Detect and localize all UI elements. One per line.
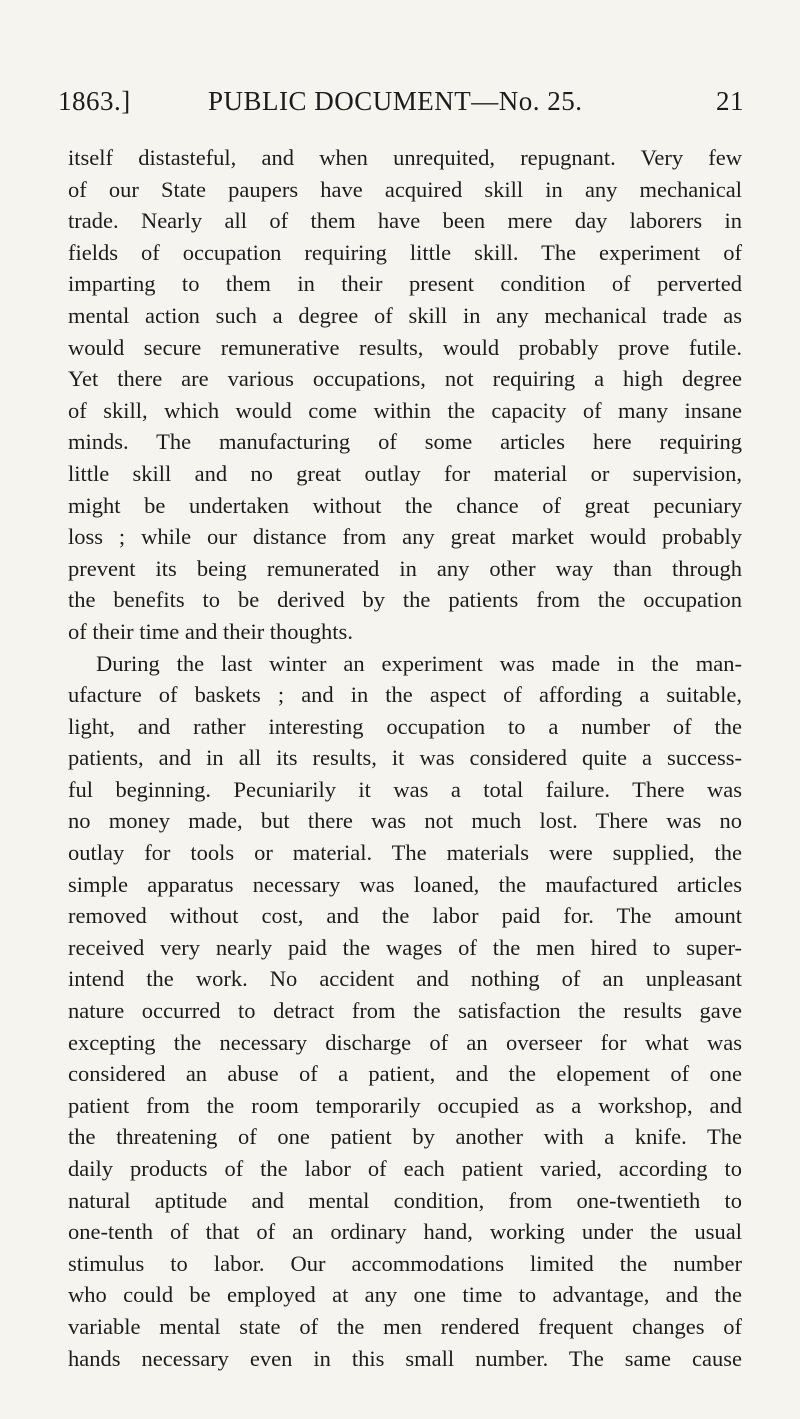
text-line: patients, and in all its results, it was considered quite a success- xyxy=(68,745,742,771)
text-line: Yet there are various occupations, not requiring a high degree xyxy=(68,366,742,392)
text-line: of our State paupers have acquired skill in any mechanical xyxy=(68,176,742,202)
text-line: of skill, which would come within the capacity of many insane xyxy=(68,397,742,423)
page-header xyxy=(58,86,744,126)
text-line: outlay for tools or material. The materials were supplied, the xyxy=(68,840,742,866)
header-year: 1863.] xyxy=(58,86,131,116)
text-line: considered an abuse of a patient, and the elopement of one xyxy=(68,1061,742,1087)
text-line: natural aptitude and mental condition, from one-twentieth to xyxy=(68,1187,742,1213)
text-line: ful beginning. Pecuniarily it was a total failure. There was xyxy=(68,776,742,802)
text-line: loss ; while our distance from any great market would probably xyxy=(68,524,742,550)
text-line: of their time and their thoughts. xyxy=(68,618,353,644)
text-line: one-tenth of that of an ordinary hand, working under the usual xyxy=(68,1219,742,1245)
text-line: little skill and no great outlay for material or supervision, xyxy=(68,460,742,486)
text-line: the threatening of one patient by another with a knife. The xyxy=(68,1124,742,1150)
text-line: itself distasteful, and when unrequited, repugnant. Very few xyxy=(68,145,742,170)
text-line: might be undertaken without the chance of great pecuniary xyxy=(68,492,742,518)
header-title: PUBLIC DOCUMENT—No. 25. xyxy=(208,86,583,116)
text-line: the benefits to be derived by the patients from the occupation xyxy=(68,587,742,613)
text-line: light, and rather interesting occupation to a number of the xyxy=(68,713,742,739)
text-line: nature occurred to detract from the satisfaction the results gave xyxy=(68,998,742,1024)
text-line: prevent its being remunerated in any other way than through xyxy=(68,555,742,581)
text-line: would secure remunerative results, would probably prove futile. xyxy=(68,334,742,360)
text-line: removed without cost, and the labor paid for. The amount xyxy=(68,903,742,929)
text-line: hands necessary even in this small number. The same cause xyxy=(68,1345,742,1371)
text-line: trade. Nearly all of them have been mere day laborers in xyxy=(68,208,742,234)
text-line: stimulus to labor. Our accommodations limited the number xyxy=(68,1250,742,1276)
text-line: minds. The manufacturing of some articles here requiring xyxy=(68,429,742,455)
text-line: mental action such a degree of skill in any mechanical trade as xyxy=(68,302,742,328)
text-line: ufacture of baskets ; and in the aspect of affording a suitable, xyxy=(68,682,742,708)
text-line: excepting the necessary discharge of an overseer for what was xyxy=(68,1029,742,1055)
text-line: simple apparatus necessary was loaned, the maufactured articles xyxy=(68,871,742,897)
text-line: imparting to them in their present condition of perverted xyxy=(68,271,742,297)
text-line: patient from the room temporarily occupied as a workshop, and xyxy=(68,1092,742,1118)
body-text xyxy=(68,142,742,1374)
text-line: received very nearly paid the wages of the men hired to super- xyxy=(68,934,742,960)
text-line: who could be employed at any one time to advantage, and the xyxy=(68,1282,742,1308)
text-line: variable mental state of the men rendered frequent changes of xyxy=(68,1313,742,1339)
text-line: no money made, but there was not much lost. There was no xyxy=(68,808,742,834)
text-line: fields of occupation requiring little skill. The experiment of xyxy=(68,239,742,265)
paragraph-start-line: During the last winter an experiment was made in the man- xyxy=(96,650,742,676)
header-page-number: 21 xyxy=(716,86,744,116)
text-line: daily products of the labor of each patient varied, according to xyxy=(68,1156,742,1181)
text-line: intend the work. No accident and nothing of an unpleasant xyxy=(68,966,742,992)
